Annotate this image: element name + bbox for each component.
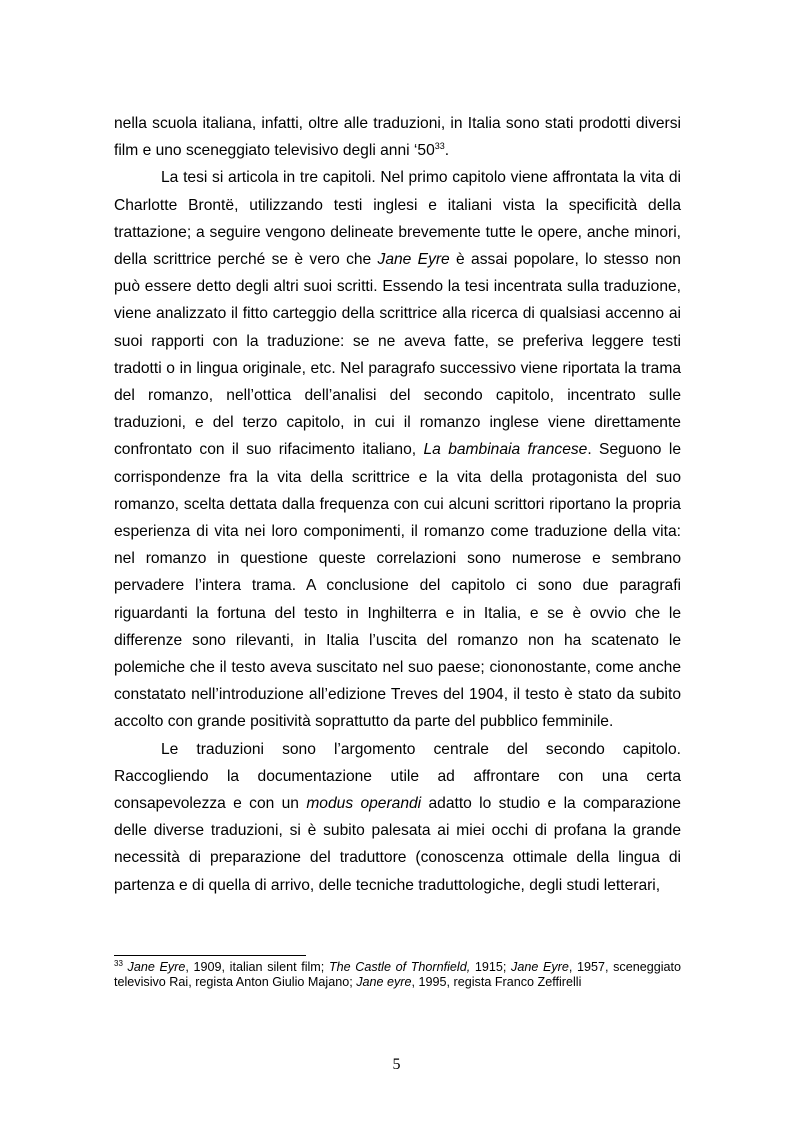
- footnote-divider: [114, 955, 306, 956]
- paragraph-text: . Seguono le corrispondenze fra la vita della scrittrice e la vita della protagonista del suo romanzo, scelta dettata dalla frequenza con cui alcuni scrittori riportano la propria esperienza di vita nei loro componimenti, il romanzo come traduzione della vita: nel romanzo in questione queste correlazioni sono numerose e sembrano pervadere l’intera trama. A conclusione del capitolo ci sono due paragrafi riguardanti la fortuna del testo in Inghilterra e in Italia, e se è ovvio che le differenze sono rilevanti, in Italia l’uscita del romanzo non ha scatenato le polemiche che il testo aveva suscitato nel suo paese; ciononostante, come anche constatato nell’introduzione all’edizione Treves del 1904, il testo è stato da subito accolto con grande positività soprattutto da parte del pubblico femminile.: [114, 441, 681, 731]
- paragraph-text: adatto lo studio e la comparazione delle diverse traduzioni, si è subito palesata ai miei occhi di profana la grande necessità di preparazione del traduttore (conoscenza ottimale della lingua di partenza e di quella di arrivo, delle tecniche traduttologiche, degli studi letterari,: [114, 795, 681, 894]
- italic-term: modus operandi: [306, 795, 422, 813]
- italic-title: Jane Eyre: [377, 251, 450, 269]
- paragraph-text: .: [444, 142, 450, 160]
- italic-title: La bambinaia francese: [423, 441, 588, 459]
- page-number: 5: [392, 1056, 401, 1073]
- body-text: [114, 110, 681, 899]
- paragraph-1: [114, 110, 681, 164]
- paragraph-2: [114, 164, 681, 735]
- italic-title: Jane Eyre: [127, 960, 186, 974]
- footnote-text: , 1957, sceneggiato televisivo Rai, regista Anton Giulio Majano;: [114, 960, 682, 989]
- paragraph-3: [114, 736, 681, 899]
- italic-title: The Castle of Thornfield,: [328, 960, 471, 974]
- paragraph-text: Le traduzioni sono l’argomento centrale del secondo capitolo. Raccogliendo la documentazione utile ad affrontare con una certa consapevolezza e con un: [114, 740, 681, 813]
- footnote-number: 33: [114, 958, 123, 968]
- footnote-text: 1915;: [470, 960, 512, 974]
- footnote-text: , 1909, italian silent film;: [185, 960, 329, 974]
- italic-title: Jane eyre: [356, 975, 412, 989]
- paragraph-text: nella scuola italiana, infatti, oltre alle traduzioni, in Italia sono stati prodotti diversi film e uno sceneggiato televisivo degli anni ‘50: [114, 115, 681, 160]
- paragraph-text: La tesi si articola in tre capitoli. Nel primo capitolo viene affrontata la vita di Charlotte Brontë, utilizzando testi inglesi e italiani vista la specificità della trattazione; a seguire vengono delineate brevemente tutte le opere, anche minori, della scrittrice perché se è vero che: [114, 169, 681, 269]
- footnote: [114, 960, 681, 990]
- italic-title: Jane Eyre: [511, 960, 569, 974]
- paragraph-text: è assai popolare, lo stesso non può essere detto degli altri suoi scritti. Essendo la tesi incentrata sulla traduzione, viene analizzato il fitto carteggio della scrittrice alla ricerca di qualsiasi accenno ai suoi rapporti con la traduzione: se ne aveva fatte, se preferiva leggere testi tradotti o in lingua originale, etc. Nel paragrafo successivo viene riportata la trama del romanzo, nell’ottica dell’analisi del secondo capitolo, incentrato sulle traduzioni, e del terzo capitolo, in cui il romanzo inglese viene direttamente confrontato con il suo rifacimento italiano,: [114, 251, 681, 459]
- footnote-text: , 1995, regista Franco Zeffirelli: [411, 975, 582, 989]
- footnote-reference: 33: [434, 141, 445, 152]
